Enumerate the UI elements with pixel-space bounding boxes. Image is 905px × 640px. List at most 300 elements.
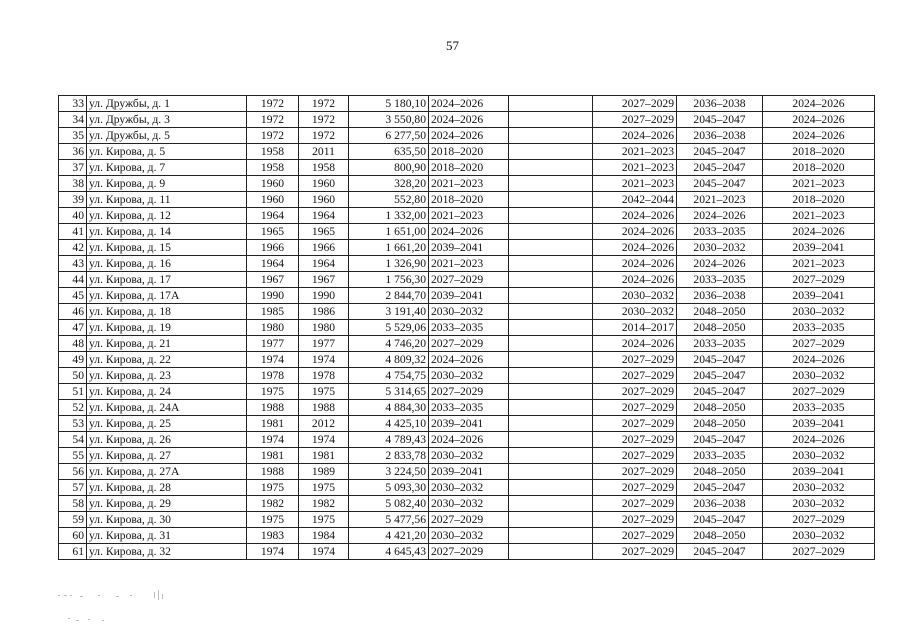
area-cell: 4 789,43 (349, 432, 429, 448)
area-cell: 4 746,20 (349, 336, 429, 352)
row-number: 41 (59, 224, 87, 240)
period-1-cell: 2021–2023 (429, 176, 509, 192)
period-2-cell (509, 480, 593, 496)
year-2-cell: 1980 (299, 320, 349, 336)
period-1-cell: 2039–2041 (429, 416, 509, 432)
period-1-cell: 2027–2029 (429, 336, 509, 352)
year-2-cell: 1972 (299, 128, 349, 144)
area-cell: 1 756,30 (349, 272, 429, 288)
period-4-cell: 2048–2050 (677, 320, 763, 336)
year-built-cell: 1988 (247, 464, 299, 480)
period-1-cell: 2027–2029 (429, 512, 509, 528)
row-number: 61 (59, 544, 87, 560)
period-3-cell: 2024–2026 (593, 272, 677, 288)
period-5-cell: 2027–2029 (763, 544, 875, 560)
area-cell: 2 833,78 (349, 448, 429, 464)
period-3-cell: 2042–2044 (593, 192, 677, 208)
table-row (59, 336, 875, 352)
table-row (59, 448, 875, 464)
period-3-cell: 2027–2029 (593, 112, 677, 128)
area-cell: 635,50 (349, 144, 429, 160)
period-2-cell (509, 384, 593, 400)
period-3-cell: 2027–2029 (593, 448, 677, 464)
period-4-cell: 2036–2038 (677, 96, 763, 112)
period-4-cell: 2045–2047 (677, 144, 763, 160)
period-2-cell (509, 144, 593, 160)
period-4-cell: 2045–2047 (677, 368, 763, 384)
year-2-cell: 1981 (299, 448, 349, 464)
period-1-cell: 2024–2026 (429, 112, 509, 128)
address-cell: ул. Дружбы, д. 1 (87, 96, 247, 112)
row-number: 35 (59, 128, 87, 144)
period-1-cell: 2030–2032 (429, 480, 509, 496)
year-2-cell: 1974 (299, 544, 349, 560)
period-4-cell: 2048–2050 (677, 416, 763, 432)
address-cell: ул. Кирова, д. 24А (87, 400, 247, 416)
scan-artifact-marks (58, 590, 168, 630)
table-row (59, 352, 875, 368)
period-2-cell (509, 464, 593, 480)
period-5-cell: 2024–2026 (763, 432, 875, 448)
period-3-cell: 2027–2029 (593, 512, 677, 528)
period-5-cell: 2027–2029 (763, 384, 875, 400)
table-row (59, 528, 875, 544)
year-2-cell: 1972 (299, 96, 349, 112)
table-row (59, 208, 875, 224)
period-5-cell: 2030–2032 (763, 448, 875, 464)
period-5-cell: 2024–2026 (763, 96, 875, 112)
year-built-cell: 1958 (247, 160, 299, 176)
period-1-cell: 2018–2020 (429, 144, 509, 160)
row-number: 40 (59, 208, 87, 224)
period-3-cell: 2024–2026 (593, 208, 677, 224)
period-1-cell: 2030–2032 (429, 528, 509, 544)
address-cell: ул. Кирова, д. 17А (87, 288, 247, 304)
table-row (59, 416, 875, 432)
table-row (59, 400, 875, 416)
period-2-cell (509, 240, 593, 256)
address-cell: ул. Кирова, д. 18 (87, 304, 247, 320)
period-4-cell: 2033–2035 (677, 224, 763, 240)
period-4-cell: 2045–2047 (677, 384, 763, 400)
period-5-cell: 2033–2035 (763, 320, 875, 336)
area-cell: 800,90 (349, 160, 429, 176)
period-5-cell: 2027–2029 (763, 336, 875, 352)
year-built-cell: 1958 (247, 144, 299, 160)
year-built-cell: 1982 (247, 496, 299, 512)
period-2-cell (509, 304, 593, 320)
period-1-cell: 2033–2035 (429, 400, 509, 416)
table-row (59, 304, 875, 320)
area-cell: 5 477,56 (349, 512, 429, 528)
address-cell: ул. Кирова, д. 9 (87, 176, 247, 192)
row-number: 33 (59, 96, 87, 112)
period-5-cell: 2030–2032 (763, 304, 875, 320)
period-1-cell: 2024–2026 (429, 96, 509, 112)
period-1-cell: 2033–2035 (429, 320, 509, 336)
period-2-cell (509, 320, 593, 336)
period-4-cell: 2048–2050 (677, 464, 763, 480)
period-2-cell (509, 448, 593, 464)
year-built-cell: 1964 (247, 208, 299, 224)
address-cell: ул. Кирова, д. 24 (87, 384, 247, 400)
year-2-cell: 1978 (299, 368, 349, 384)
address-cell: ул. Кирова, д. 25 (87, 416, 247, 432)
address-cell: ул. Кирова, д. 15 (87, 240, 247, 256)
table-row (59, 544, 875, 560)
year-2-cell: 2011 (299, 144, 349, 160)
row-number: 44 (59, 272, 87, 288)
period-4-cell: 2024–2026 (677, 208, 763, 224)
address-cell: ул. Кирова, д. 21 (87, 336, 247, 352)
period-2-cell (509, 416, 593, 432)
period-5-cell: 2039–2041 (763, 240, 875, 256)
row-number: 43 (59, 256, 87, 272)
period-2-cell (509, 368, 593, 384)
period-1-cell: 2018–2020 (429, 192, 509, 208)
period-2-cell (509, 288, 593, 304)
period-3-cell: 2024–2026 (593, 224, 677, 240)
area-cell: 1 326,90 (349, 256, 429, 272)
period-1-cell: 2027–2029 (429, 272, 509, 288)
year-2-cell: 1975 (299, 480, 349, 496)
year-2-cell: 1984 (299, 528, 349, 544)
period-3-cell: 2027–2029 (593, 384, 677, 400)
period-2-cell (509, 112, 593, 128)
row-number: 54 (59, 432, 87, 448)
period-3-cell: 2014–2017 (593, 320, 677, 336)
year-2-cell: 1974 (299, 352, 349, 368)
table-row (59, 96, 875, 112)
area-cell: 4 884,30 (349, 400, 429, 416)
year-2-cell: 1975 (299, 512, 349, 528)
row-number: 51 (59, 384, 87, 400)
year-built-cell: 1985 (247, 304, 299, 320)
period-3-cell: 2030–2032 (593, 288, 677, 304)
year-built-cell: 1966 (247, 240, 299, 256)
period-3-cell: 2027–2029 (593, 528, 677, 544)
year-built-cell: 1964 (247, 256, 299, 272)
row-number: 50 (59, 368, 87, 384)
period-3-cell: 2021–2023 (593, 144, 677, 160)
period-2-cell (509, 512, 593, 528)
year-2-cell: 1974 (299, 432, 349, 448)
address-cell: ул. Кирова, д. 14 (87, 224, 247, 240)
year-2-cell: 2012 (299, 416, 349, 432)
table-row (59, 160, 875, 176)
row-number: 56 (59, 464, 87, 480)
period-2-cell (509, 224, 593, 240)
year-2-cell: 1965 (299, 224, 349, 240)
period-5-cell: 2021–2023 (763, 208, 875, 224)
table-row (59, 256, 875, 272)
period-2-cell (509, 208, 593, 224)
period-4-cell: 2045–2047 (677, 512, 763, 528)
period-1-cell: 2027–2029 (429, 544, 509, 560)
year-built-cell: 1974 (247, 432, 299, 448)
period-3-cell: 2027–2029 (593, 480, 677, 496)
period-3-cell: 2024–2026 (593, 336, 677, 352)
period-1-cell: 2030–2032 (429, 368, 509, 384)
period-3-cell: 2024–2026 (593, 128, 677, 144)
period-4-cell: 2045–2047 (677, 112, 763, 128)
period-1-cell: 2039–2041 (429, 240, 509, 256)
period-4-cell: 2045–2047 (677, 352, 763, 368)
address-cell: ул. Кирова, д. 26 (87, 432, 247, 448)
address-cell: ул. Кирова, д. 22 (87, 352, 247, 368)
year-2-cell: 1964 (299, 256, 349, 272)
year-built-cell: 1988 (247, 400, 299, 416)
area-cell: 552,80 (349, 192, 429, 208)
area-cell: 5 529,06 (349, 320, 429, 336)
address-cell: ул. Кирова, д. 31 (87, 528, 247, 544)
period-1-cell: 2039–2041 (429, 288, 509, 304)
period-3-cell: 2024–2026 (593, 240, 677, 256)
period-2-cell (509, 528, 593, 544)
period-1-cell: 2021–2023 (429, 208, 509, 224)
period-5-cell: 2039–2041 (763, 288, 875, 304)
area-cell: 3 224,50 (349, 464, 429, 480)
row-number: 57 (59, 480, 87, 496)
period-4-cell: 2036–2038 (677, 128, 763, 144)
area-cell: 4 425,10 (349, 416, 429, 432)
period-2-cell (509, 432, 593, 448)
period-2-cell (509, 96, 593, 112)
row-number: 39 (59, 192, 87, 208)
year-built-cell: 1975 (247, 512, 299, 528)
period-4-cell: 2033–2035 (677, 336, 763, 352)
area-cell: 1 661,20 (349, 240, 429, 256)
year-2-cell: 1967 (299, 272, 349, 288)
area-cell: 6 277,50 (349, 128, 429, 144)
row-number: 42 (59, 240, 87, 256)
period-3-cell: 2027–2029 (593, 432, 677, 448)
period-5-cell: 2021–2023 (763, 176, 875, 192)
table-row (59, 144, 875, 160)
period-5-cell: 2024–2026 (763, 352, 875, 368)
period-2-cell (509, 128, 593, 144)
period-3-cell: 2027–2029 (593, 400, 677, 416)
table-row (59, 288, 875, 304)
period-2-cell (509, 496, 593, 512)
area-cell: 3 550,80 (349, 112, 429, 128)
table-row (59, 320, 875, 336)
year-built-cell: 1965 (247, 224, 299, 240)
address-cell: ул. Дружбы, д. 3 (87, 112, 247, 128)
year-built-cell: 1972 (247, 112, 299, 128)
year-built-cell: 1975 (247, 384, 299, 400)
period-3-cell: 2027–2029 (593, 496, 677, 512)
period-5-cell: 2027–2029 (763, 512, 875, 528)
period-5-cell: 2021–2023 (763, 256, 875, 272)
address-cell: ул. Кирова, д. 17 (87, 272, 247, 288)
table-row (59, 176, 875, 192)
table-row (59, 496, 875, 512)
period-5-cell: 2018–2020 (763, 160, 875, 176)
housing-schedule-table (58, 95, 875, 560)
year-built-cell: 1960 (247, 176, 299, 192)
period-4-cell: 2048–2050 (677, 400, 763, 416)
period-2-cell (509, 352, 593, 368)
period-1-cell: 2024–2026 (429, 224, 509, 240)
row-number: 38 (59, 176, 87, 192)
address-cell: ул. Кирова, д. 27А (87, 464, 247, 480)
period-2-cell (509, 176, 593, 192)
period-2-cell (509, 336, 593, 352)
table-row (59, 240, 875, 256)
table-row (59, 128, 875, 144)
period-1-cell: 2024–2026 (429, 128, 509, 144)
year-2-cell: 1972 (299, 112, 349, 128)
period-5-cell: 2024–2026 (763, 224, 875, 240)
period-2-cell (509, 160, 593, 176)
year-built-cell: 1974 (247, 544, 299, 560)
page-number: 57 (446, 38, 459, 53)
area-cell: 4 754,75 (349, 368, 429, 384)
period-4-cell: 2045–2047 (677, 432, 763, 448)
address-cell: ул. Кирова, д. 27 (87, 448, 247, 464)
area-cell: 1 332,00 (349, 208, 429, 224)
table-row (59, 192, 875, 208)
period-5-cell: 2024–2026 (763, 112, 875, 128)
period-5-cell: 2018–2020 (763, 192, 875, 208)
period-4-cell: 2036–2038 (677, 288, 763, 304)
period-1-cell: 2030–2032 (429, 448, 509, 464)
area-cell: 5 093,30 (349, 480, 429, 496)
period-5-cell: 2030–2032 (763, 496, 875, 512)
year-built-cell: 1983 (247, 528, 299, 544)
period-3-cell: 2027–2029 (593, 544, 677, 560)
address-cell: ул. Кирова, д. 7 (87, 160, 247, 176)
year-built-cell: 1975 (247, 480, 299, 496)
row-number: 36 (59, 144, 87, 160)
period-5-cell: 2024–2026 (763, 128, 875, 144)
year-built-cell: 1978 (247, 368, 299, 384)
table-row (59, 224, 875, 240)
period-3-cell: 2024–2026 (593, 256, 677, 272)
row-number: 45 (59, 288, 87, 304)
year-built-cell: 1972 (247, 96, 299, 112)
year-built-cell: 1977 (247, 336, 299, 352)
year-2-cell: 1990 (299, 288, 349, 304)
period-4-cell: 2021–2023 (677, 192, 763, 208)
period-4-cell: 2048–2050 (677, 304, 763, 320)
period-3-cell: 2027–2029 (593, 416, 677, 432)
table-body (59, 96, 875, 560)
period-2-cell (509, 192, 593, 208)
address-cell: ул. Кирова, д. 23 (87, 368, 247, 384)
period-4-cell: 2036–2038 (677, 496, 763, 512)
period-4-cell: 2030–2032 (677, 240, 763, 256)
year-2-cell: 1988 (299, 400, 349, 416)
row-number: 37 (59, 160, 87, 176)
year-2-cell: 1986 (299, 304, 349, 320)
area-cell: 3 191,40 (349, 304, 429, 320)
period-1-cell: 2024–2026 (429, 352, 509, 368)
area-cell: 5 082,40 (349, 496, 429, 512)
period-4-cell: 2033–2035 (677, 272, 763, 288)
period-2-cell (509, 256, 593, 272)
table-row (59, 464, 875, 480)
table-row (59, 272, 875, 288)
area-cell: 2 844,70 (349, 288, 429, 304)
table-row (59, 368, 875, 384)
area-cell: 4 645,43 (349, 544, 429, 560)
address-cell: ул. Кирова, д. 5 (87, 144, 247, 160)
address-cell: ул. Кирова, д. 30 (87, 512, 247, 528)
table-row (59, 480, 875, 496)
year-2-cell: 1975 (299, 384, 349, 400)
period-3-cell: 2027–2029 (593, 96, 677, 112)
period-5-cell: 2030–2032 (763, 528, 875, 544)
period-1-cell: 2039–2041 (429, 464, 509, 480)
year-2-cell: 1964 (299, 208, 349, 224)
address-cell: ул. Кирова, д. 19 (87, 320, 247, 336)
period-3-cell: 2021–2023 (593, 176, 677, 192)
period-1-cell: 2027–2029 (429, 384, 509, 400)
period-1-cell: 2030–2032 (429, 496, 509, 512)
row-number: 60 (59, 528, 87, 544)
row-number: 59 (59, 512, 87, 528)
row-number: 52 (59, 400, 87, 416)
period-2-cell (509, 272, 593, 288)
year-built-cell: 1980 (247, 320, 299, 336)
year-built-cell: 1981 (247, 416, 299, 432)
year-built-cell: 1974 (247, 352, 299, 368)
period-4-cell: 2024–2026 (677, 256, 763, 272)
area-cell: 4 421,20 (349, 528, 429, 544)
period-2-cell (509, 400, 593, 416)
table-row (59, 384, 875, 400)
table-row (59, 512, 875, 528)
year-built-cell: 1960 (247, 192, 299, 208)
row-number: 58 (59, 496, 87, 512)
table-row (59, 432, 875, 448)
address-cell: ул. Кирова, д. 11 (87, 192, 247, 208)
period-4-cell: 2033–2035 (677, 448, 763, 464)
period-2-cell (509, 544, 593, 560)
period-1-cell: 2024–2026 (429, 432, 509, 448)
address-cell: ул. Кирова, д. 16 (87, 256, 247, 272)
period-4-cell: 2048–2050 (677, 528, 763, 544)
row-number: 46 (59, 304, 87, 320)
year-2-cell: 1960 (299, 176, 349, 192)
period-3-cell: 2027–2029 (593, 352, 677, 368)
period-5-cell: 2018–2020 (763, 144, 875, 160)
period-4-cell: 2045–2047 (677, 544, 763, 560)
address-cell: ул. Кирова, д. 28 (87, 480, 247, 496)
table-row (59, 112, 875, 128)
period-5-cell: 2030–2032 (763, 480, 875, 496)
period-5-cell: 2039–2041 (763, 416, 875, 432)
year-2-cell: 1960 (299, 192, 349, 208)
row-number: 34 (59, 112, 87, 128)
period-4-cell: 2045–2047 (677, 176, 763, 192)
year-2-cell: 1989 (299, 464, 349, 480)
year-2-cell: 1982 (299, 496, 349, 512)
area-cell: 328,20 (349, 176, 429, 192)
period-1-cell: 2018–2020 (429, 160, 509, 176)
period-4-cell: 2045–2047 (677, 160, 763, 176)
row-number: 49 (59, 352, 87, 368)
period-1-cell: 2021–2023 (429, 256, 509, 272)
year-2-cell: 1958 (299, 160, 349, 176)
year-2-cell: 1966 (299, 240, 349, 256)
period-5-cell: 2039–2041 (763, 464, 875, 480)
period-5-cell: 2033–2035 (763, 400, 875, 416)
period-4-cell: 2045–2047 (677, 480, 763, 496)
address-cell: ул. Кирова, д. 12 (87, 208, 247, 224)
